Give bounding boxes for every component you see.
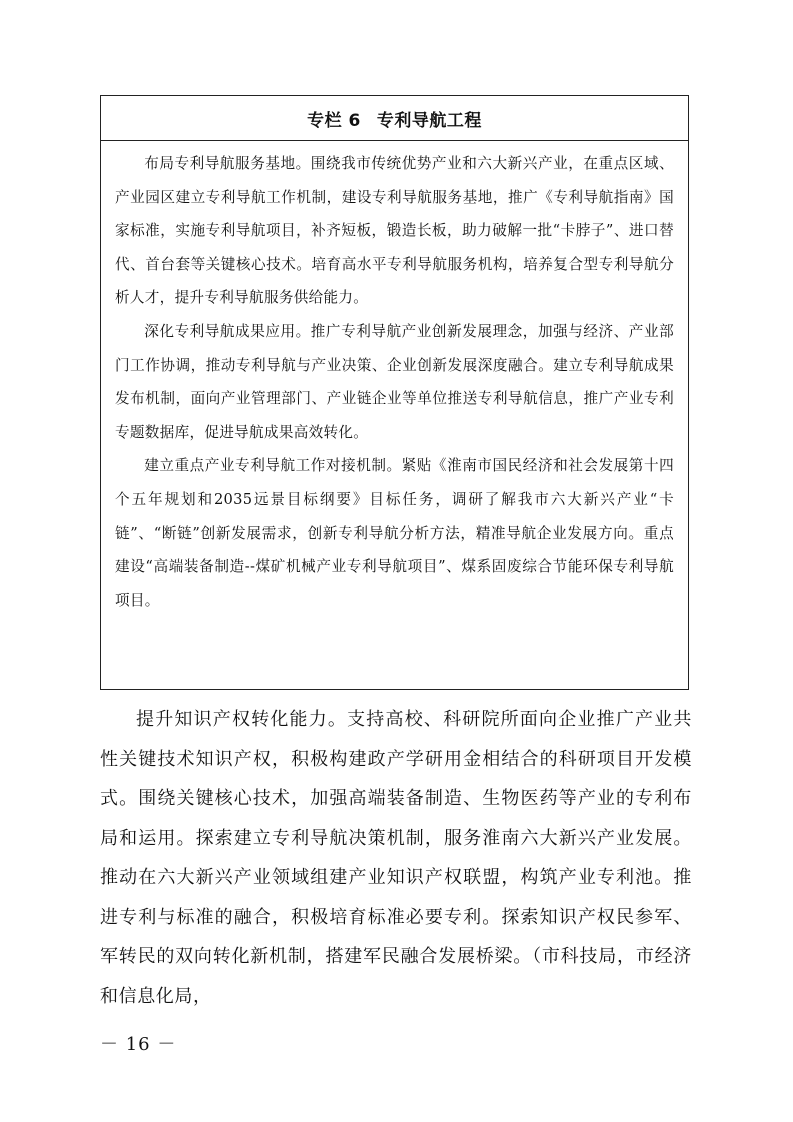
main-body [100,700,692,1016]
page-number: － 16 － [100,1034,177,1055]
box-title-prefix: 专栏 6 [307,110,361,131]
box-paragraph-3: 建立重点产业专利导航工作对接机制。紧贴《淮南市国民经济和社会发展第十四个五年规划和2035远景目标纲要》目标任务，调研了解我市六大新兴产业“卡链”、“断链”创新发展需求，创新专利导航分析方法，精准导航企业发展方向。重点建设“高端装备制造--煤矿机械产业专利导航项目”、煤系固废综合节能环保专利导航项目。 [115,457,674,609]
body-paragraph: 提升知识产权转化能力。支持高校、科研院所面向企业推广产业共性关键技术知识产权，积极构建政产学研用金相结合的科研项目开发模式。围绕关键核心技术，加强高端装备制造、生物医药等产业的专利布局和运用。探索建立专利导航决策机制，服务淮南六大新兴产业发展。推动在六大新兴产业领域组建产业知识产权联盟，构筑产业专利池。推进专利与标准的融合，积极培育标准必要专利。探索知识产权民参军、军转民的双向转化新机制，搭建军民融合发展桥梁。（市科技局，市经济和信息化局， [100,709,692,1007]
box-title [101,96,688,141]
box-paragraph-1: 布局专利导航服务基地。围绕我市传统优势产业和六大新兴产业，在重点区域、产业园区建立专利导航工作机制，建设专利导航服务基地，推广《专利导航指南》国家标准，实施专利导航项目，补齐短板，锻造长板，助力破解一批“卡脖子”、进口替代、首台套等关键核心技术。培育高水平专利导航服务机构，培养复合型专利导航分析人才，提升专利导航服务供给能力。 [115,155,674,307]
box-paragraph-2: 深化专利导航成果应用。推广专利导航产业创新发展理念，加强与经济、产业部门工作协调，推动专利导航与产业决策、企业创新发展深度融合。建立专利导航成果发布机制，面向产业管理部门、产业链企业等单位推送专利导航信息，推广产业专利专题数据库，促进导航成果高效转化。 [115,322,674,441]
box-body [101,141,688,617]
box-title-text: 专利导航工程 [376,110,482,131]
feature-box [100,95,689,690]
